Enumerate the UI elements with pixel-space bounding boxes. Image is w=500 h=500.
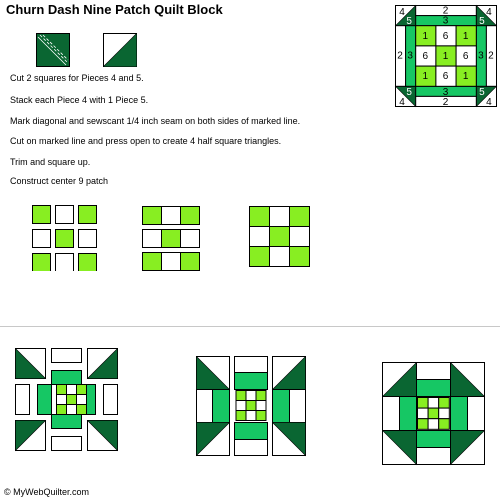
side-strip-outer: [52, 437, 82, 451]
instruction-step-3: Mark diagonal and sewscant 1/4 inch seam on both sides of marked line.: [10, 116, 301, 126]
side-strip-outer: [235, 357, 268, 373]
side-strip-outer: [468, 397, 485, 431]
piece-5-dark-square: [36, 33, 70, 67]
center-nine-patch-cell: [256, 401, 266, 411]
label-triangle: 5: [406, 16, 412, 28]
nine-patch-row-cell: [143, 253, 162, 271]
label-side-inner: 3: [407, 50, 413, 62]
center-nine-patch-cell: [77, 385, 87, 395]
label-center: 1: [462, 30, 469, 42]
block-columns-diagram: [196, 356, 308, 462]
center-nine-patch-cell: [77, 405, 87, 415]
page-title: Churn Dash Nine Patch Quilt Block: [6, 2, 223, 17]
center-nine-patch-cell: [428, 408, 439, 419]
nine-patch-assembled-cell: [290, 207, 310, 227]
numbered-block-diagram: [394, 4, 498, 108]
side-strip-inner: [213, 390, 230, 423]
center-nine-patch-cell: [418, 419, 429, 430]
nine-patch-assembled-cell: [250, 207, 270, 227]
center-nine-patch-cell: [236, 401, 246, 411]
side-strip-inner: [38, 385, 52, 415]
side-strip-outer: [197, 390, 213, 423]
nine-patch-row-cell: [162, 253, 181, 271]
side-strip-outer: [417, 448, 451, 465]
instruction-step-4: Cut on marked line and press open to create 4 half square triangles.: [10, 136, 282, 146]
center-nine-patch-cell: [236, 391, 246, 401]
label-center: 1: [422, 71, 429, 83]
label-center: 6: [462, 51, 469, 62]
side-strip-inner: [52, 371, 82, 385]
nine-patch-assembled-cell: [250, 247, 270, 267]
side-strip-inner: [417, 431, 451, 448]
label-center: 1: [422, 30, 429, 42]
label-side-outer: 2: [397, 50, 403, 62]
side-strip-inner: [417, 380, 451, 397]
center-nine-patch-cell: [67, 395, 77, 405]
finished-block-diagram: [382, 362, 486, 466]
nine-patch-row-cell: [162, 207, 181, 225]
label-center: 6: [442, 71, 449, 83]
side-strip-inner: [273, 390, 290, 423]
label-center: 1: [442, 51, 449, 62]
instruction-step-1: Cut 2 squares for Pieces 4 and 5.: [10, 73, 144, 83]
instruction-step-6: Construct center 9 patch: [10, 176, 109, 186]
corner-hst: [383, 363, 417, 397]
nine-patch-loose-cell: [33, 254, 51, 272]
label-triangle: 5: [479, 16, 485, 28]
nine-patch-assembled-cell: [290, 247, 310, 267]
side-strip-inner: [451, 397, 468, 431]
corner-hst: [383, 431, 417, 465]
side-strip-inner: [400, 397, 417, 431]
center-nine-patch-cell: [67, 405, 77, 415]
side-strip-outer: [52, 349, 82, 363]
corner-hst: [197, 357, 230, 390]
label-center: 6: [442, 30, 449, 42]
corner-hst: [197, 423, 230, 456]
label-triangle: 5: [406, 86, 412, 98]
label-side-inner: 3: [442, 15, 449, 27]
center-nine-patch-cell: [67, 385, 77, 395]
side-strip-inner: [235, 423, 268, 440]
center-nine-patch-cell: [246, 391, 256, 401]
side-strip-inner: [235, 373, 268, 390]
nine-patch-row-cell: [162, 230, 181, 248]
nine-patch-row-cell: [181, 207, 200, 225]
nine-patch-assembled-cell: [250, 227, 270, 247]
label-center: 1: [462, 71, 469, 83]
corner-hst: [16, 349, 46, 379]
nine-patch-loose-cell: [33, 230, 51, 248]
label-triangle: 5: [479, 86, 485, 98]
corner-hst: [88, 349, 118, 379]
center-nine-patch-cell: [57, 405, 67, 415]
nine-patch-rows-diagram: [141, 205, 201, 271]
nine-patch-assembled-cell: [290, 227, 310, 247]
side-strip-outer: [104, 385, 118, 415]
nine-patch-assembled-cell: [270, 207, 290, 227]
side-strip-inner: [52, 415, 82, 429]
label-side-inner: 3: [442, 86, 449, 98]
center-nine-patch-cell: [256, 411, 266, 421]
corner-hst: [451, 363, 485, 397]
corner-hst: [16, 421, 46, 451]
center-nine-patch-cell: [428, 398, 439, 409]
piece-4-half-square: [103, 33, 137, 67]
nine-patch-assembled-cell: [270, 247, 290, 267]
nine-patch-row-cell: [181, 253, 200, 271]
nine-patch-loose-cell: [56, 230, 74, 248]
instruction-step-2: Stack each Piece 4 with 1 Piece 5.: [10, 95, 149, 105]
center-nine-patch-cell: [439, 398, 450, 409]
nine-patch-row-cell: [181, 230, 200, 248]
nine-patch-assembled-diagram: [248, 205, 310, 269]
side-strip-outer: [290, 390, 306, 423]
nine-patch-row-cell: [143, 207, 162, 225]
side-strip-outer: [417, 363, 451, 380]
side-strip-outer: [235, 440, 268, 456]
center-nine-patch-cell: [57, 385, 67, 395]
label-center: 6: [422, 51, 429, 62]
center-nine-patch-cell: [57, 395, 67, 405]
section-divider: [0, 326, 500, 327]
corner-hst: [451, 431, 485, 465]
corner-hst: [88, 421, 118, 451]
label-side-inner: 3: [478, 50, 484, 62]
label-corner: 4: [399, 96, 405, 108]
nine-patch-loose-cell: [56, 254, 74, 272]
center-nine-patch-cell: [246, 401, 256, 411]
nine-patch-loose-cell: [79, 230, 97, 248]
label-corner: 4: [399, 7, 405, 19]
block-pieces-layout-diagram: [15, 348, 143, 470]
instruction-step-5: Trim and square up.: [10, 157, 91, 167]
center-nine-patch-cell: [236, 411, 246, 421]
side-strip-outer: [383, 397, 400, 431]
center-nine-patch-cell: [439, 419, 450, 430]
nine-patch-loose-cell: [79, 254, 97, 272]
nine-patch-assembled-cell: [270, 227, 290, 247]
corner-hst: [273, 423, 306, 456]
copyright-credit: © MyWebQuilter.com: [4, 487, 89, 497]
center-nine-patch-cell: [439, 408, 450, 419]
center-nine-patch-cell: [77, 395, 87, 405]
label-side-outer: 2: [488, 50, 494, 62]
label-side-outer: 2: [442, 5, 449, 17]
side-strip-outer: [16, 385, 30, 415]
nine-patch-row-cell: [143, 230, 162, 248]
center-nine-patch-cell: [428, 419, 439, 430]
center-nine-patch-cell: [256, 391, 266, 401]
nine-patch-loose-cell: [33, 206, 51, 224]
center-nine-patch-cell: [246, 411, 256, 421]
label-corner: 4: [486, 7, 492, 19]
nine-patch-loose-diagram: [30, 205, 100, 271]
nine-patch-loose-cell: [79, 206, 97, 224]
center-nine-patch-cell: [418, 398, 429, 409]
corner-hst: [273, 357, 306, 390]
nine-patch-loose-cell: [56, 206, 74, 224]
center-nine-patch-cell: [418, 408, 429, 419]
label-corner: 4: [486, 96, 492, 108]
label-side-outer: 2: [442, 96, 449, 108]
